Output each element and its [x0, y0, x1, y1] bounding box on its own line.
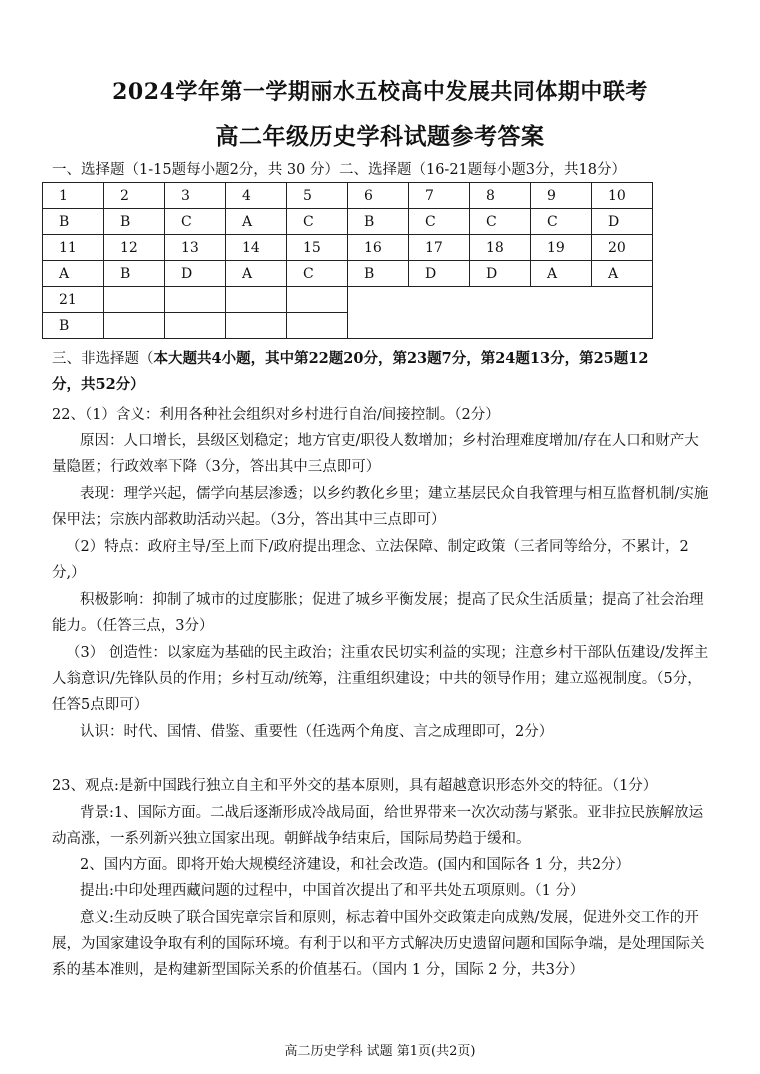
- table-cell: B: [104, 261, 165, 287]
- table-cell: 18: [470, 235, 531, 261]
- table-cell: A: [592, 261, 653, 287]
- table-cell: D: [470, 261, 531, 287]
- table-row: [43, 287, 653, 313]
- table-cell: A: [43, 261, 104, 287]
- section1-header: 一、选择题（1-15题每小题2分，共 30 分）二、选择题（16-21题每小题3分，共18分）: [52, 162, 626, 178]
- table-cell: [287, 287, 348, 313]
- table-cell: B: [348, 261, 409, 287]
- q23-domestic: 2、国内方面。即将开始大规模经济建设，和社会改造。(国内和国际各 1 分，共2分）: [80, 857, 631, 873]
- section3-header-prefix: 三、非选择题（: [52, 351, 154, 367]
- table-cell: D: [165, 261, 226, 287]
- document-subtitle: 高二年级历史学科试题参考答案: [215, 123, 545, 150]
- table-cell: [165, 287, 226, 313]
- table-cell: A: [226, 209, 287, 235]
- table-cell: 10: [592, 183, 653, 209]
- table-cell: 21: [43, 287, 104, 313]
- table-cell: 14: [226, 235, 287, 261]
- table-cell: A: [226, 261, 287, 287]
- table-row: [43, 183, 653, 209]
- table-cell: B: [43, 209, 104, 235]
- table-cell: 4: [226, 183, 287, 209]
- table-cell: C: [409, 209, 470, 235]
- table-cell: 12: [104, 235, 165, 261]
- table-row: [43, 235, 653, 261]
- table-cell: A: [531, 261, 592, 287]
- table-cell: [287, 313, 348, 339]
- q22-part1: 22、（1）含义：利用各种社会组织对乡村进行自治/间接控制。（2分）: [52, 407, 500, 423]
- table-cell: C: [531, 209, 592, 235]
- q22-performance: 表现：理学兴起，儒学向基层渗透；以乡约教化乡里；建立基层民众自我管理与相互监督机制/实施保甲法；宗族内部救助活动兴起。（3分，答出其中三点即可）: [52, 486, 709, 528]
- section3-header-bold: 本大题共4小题，其中第22题20分，第23题7分，第24题13分，第25题12: [153, 350, 649, 367]
- table-cell: 5: [287, 183, 348, 209]
- section3-header: [52, 346, 712, 398]
- table-cell: [226, 313, 287, 339]
- q23-significance: 意义:生动反映了联合国宪章宗旨和原则，标志着中国外交政策走向成熟/发展，促进外交工作的开展，为国家建设争取有利的国际环境。有利于以和平方式解决历史遗留问题和国际争端，是处理国际关系的基本准则，是构建新型国际关系的价值基石。（国内 1 分，国际 2 分，共3分）: [52, 910, 705, 978]
- table-cell: C: [165, 209, 226, 235]
- table-cell: B: [348, 209, 409, 235]
- table-row: [43, 209, 653, 235]
- table-cell: [226, 287, 287, 313]
- q22-understanding: 认识：时代、国情、借鉴、重要性（任选两个角度、言之成理即可，2分）: [80, 724, 554, 740]
- table-cell: 19: [531, 235, 592, 261]
- table-cell-merged: [348, 287, 653, 339]
- table-row: [43, 261, 653, 287]
- table-cell: 3: [165, 183, 226, 209]
- q23-viewpoint: 23、观点:是新中国践行独立自主和平外交的基本原则，具有超越意识形态外交的特征。（1分）: [52, 778, 658, 794]
- table-cell: 13: [165, 235, 226, 261]
- table-cell: 9: [531, 183, 592, 209]
- table-cell: 6: [348, 183, 409, 209]
- answer-table: [42, 182, 653, 339]
- table-cell: C: [287, 209, 348, 235]
- table-cell: D: [409, 261, 470, 287]
- table-cell: 20: [592, 235, 653, 261]
- table-cell: B: [104, 209, 165, 235]
- table-cell: 1: [43, 183, 104, 209]
- q23-background: 背景:1、国际方面。二战后逐渐形成冷战局面，给世界带来一次次动荡与紧张。亚非拉民族解放运动高涨，一系列新兴独立国家出现。朝鲜战争结束后，国际局势趋于缓和。: [52, 805, 704, 847]
- q22-part3: （3） 创造性：以家庭为基础的民主政治；注重农民切实利益的实现；注意乡村干部队伍建设/发挥主人翁意识/先锋队员的作用；乡村互动/统筹，注重组织建设；中共的领导作用；建立巡视制度。（5分，任答5点即可）: [52, 645, 709, 713]
- document-title: 2024学年第一学期丽水五校高中发展共同体期中联考: [112, 79, 648, 105]
- q22-part2: （2）特点：政府主导/至上而下/政府提出理念、立法保障、制定政策（三者同等给分，不累计，2分,）: [52, 539, 689, 581]
- table-cell: B: [43, 313, 104, 339]
- table-cell: 17: [409, 235, 470, 261]
- q23-proposal: 提出:中印处理西藏问题的过程中，中国首次提出了和平共处五项原则。（1 分）: [80, 883, 585, 899]
- table-cell: [104, 287, 165, 313]
- table-cell: 15: [287, 235, 348, 261]
- table-cell: 11: [43, 235, 104, 261]
- table-cell: C: [287, 261, 348, 287]
- table-cell: 2: [104, 183, 165, 209]
- page-footer: 高二历史学科 试题 第1页(共2页): [284, 1044, 476, 1059]
- table-cell: [165, 313, 226, 339]
- table-cell: 7: [409, 183, 470, 209]
- q22-reasons: 原因：人口增长，县级区划稳定；地方官吏/职役人数增加；乡村治理难度增加/存在人口和财产大量隐匿；行政效率下降（3分，答出其中三点即可）: [52, 433, 699, 475]
- q22-impact: 积极影响：抑制了城市的过度膨胀；促进了城乡平衡发展；提高了民众生活质量；提高了社会治理能力。（任答三点，3分）: [52, 592, 704, 634]
- section3-header-tail: 分，共52分）: [52, 376, 145, 393]
- table-cell: 16: [348, 235, 409, 261]
- table-cell: D: [592, 209, 653, 235]
- table-cell: C: [470, 209, 531, 235]
- table-cell: [104, 313, 165, 339]
- table-cell: 8: [470, 183, 531, 209]
